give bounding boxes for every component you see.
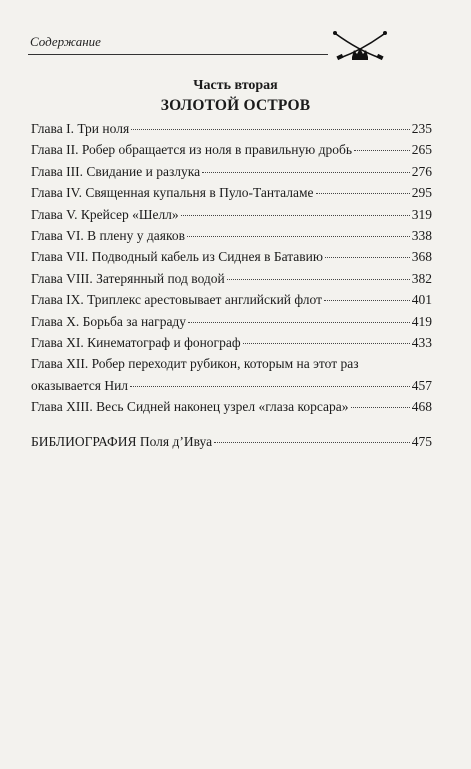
toc-entry[interactable] — [31, 225, 432, 246]
dot-leader — [130, 386, 410, 387]
toc-entry-title: Глава XIII. Весь Сидней наконец узрел «глаза корсара» — [31, 399, 349, 415]
toc-page-number: 468 — [411, 399, 432, 415]
dot-leader — [227, 279, 410, 280]
toc-entry-title: Глава V. Крейсер «Шелл» — [31, 206, 179, 222]
toc-entry-title: Глава XI. Кинематограф и фонограф — [31, 335, 241, 351]
toc-page-number: 265 — [411, 142, 432, 158]
toc-page-number: 457 — [411, 377, 432, 393]
toc-entry[interactable] — [31, 246, 432, 267]
toc-entry-title: Глава IV. Священная купальня в Пуло-Танталаме — [31, 185, 314, 201]
dot-leader — [202, 172, 410, 173]
toc-entry-title: Глава IX. Триплекс арестовывает английский флот — [31, 292, 323, 308]
toc-entry-title-continued: оказывается Нил — [31, 377, 129, 393]
header-rule — [28, 54, 328, 55]
bibliography-title: БИБЛИОГРАФИЯ Поля д’Ивуа — [31, 433, 213, 449]
dot-leader — [181, 215, 410, 216]
toc-page-number: 319 — [411, 206, 432, 222]
toc-entry-title: Глава VIII. Затерянный под водой — [31, 270, 225, 286]
dot-leader — [188, 322, 410, 323]
toc-entry-title: Глава VI. В плену у даяков — [31, 228, 185, 244]
toc-entry-title: Глава XII. Робер переходит рубикон, которым на этот раз — [31, 356, 359, 372]
toc-entry[interactable] — [31, 118, 432, 139]
dot-leader — [187, 236, 410, 237]
toc-entry[interactable] — [31, 139, 432, 160]
toc-entry[interactable] — [31, 353, 432, 396]
toc-page-number: 295 — [411, 185, 432, 201]
toc-entry[interactable] — [31, 204, 432, 225]
toc-page-number: 475 — [411, 433, 432, 449]
toc-entry[interactable] — [31, 396, 432, 417]
dot-leader — [325, 257, 410, 258]
toc-entry[interactable] — [31, 332, 432, 353]
section-title: ЗОЛОТОЙ ОСТРОВ — [160, 97, 311, 114]
dot-leader — [354, 150, 410, 151]
toc-entry-title: Глава II. Робер обращается из ноля в правильную дробь — [31, 142, 353, 158]
toc-page-number: 419 — [411, 313, 432, 329]
toc-page-number: 401 — [411, 292, 432, 308]
toc-entry-title: Глава VII. Подводный кабель из Сиднея в Батавию — [31, 249, 323, 265]
dot-leader — [316, 193, 410, 194]
toc-entry-bibliography[interactable] — [31, 431, 432, 452]
toc-entry-title: Глава X. Борьба за награду — [31, 313, 187, 329]
dot-leader — [131, 129, 410, 130]
toc-entry-title: Глава III. Свидание и разлука — [31, 163, 201, 179]
toc-page-number: 382 — [411, 270, 432, 286]
dot-leader — [214, 442, 410, 443]
table-of-contents — [31, 118, 432, 452]
part-label: Часть вторая — [193, 78, 278, 93]
toc-page-number: 235 — [411, 121, 432, 136]
toc-entry[interactable] — [31, 161, 432, 182]
dot-leader — [351, 407, 410, 408]
toc-entry[interactable] — [31, 311, 432, 332]
dot-leader — [324, 300, 410, 301]
crossed-sabers-crown-icon — [330, 26, 390, 66]
running-head: Содержание — [30, 34, 101, 49]
toc-page-number: 276 — [411, 163, 432, 179]
toc-entry[interactable] — [31, 268, 432, 289]
toc-page-number: 433 — [411, 335, 432, 351]
toc-page-number: 368 — [411, 249, 432, 265]
toc-entry-title: Глава I. Три ноля — [31, 121, 130, 136]
toc-entry[interactable] — [31, 289, 432, 310]
toc-entry[interactable] — [31, 182, 432, 203]
dot-leader — [243, 343, 410, 344]
toc-page-number: 338 — [411, 228, 432, 244]
